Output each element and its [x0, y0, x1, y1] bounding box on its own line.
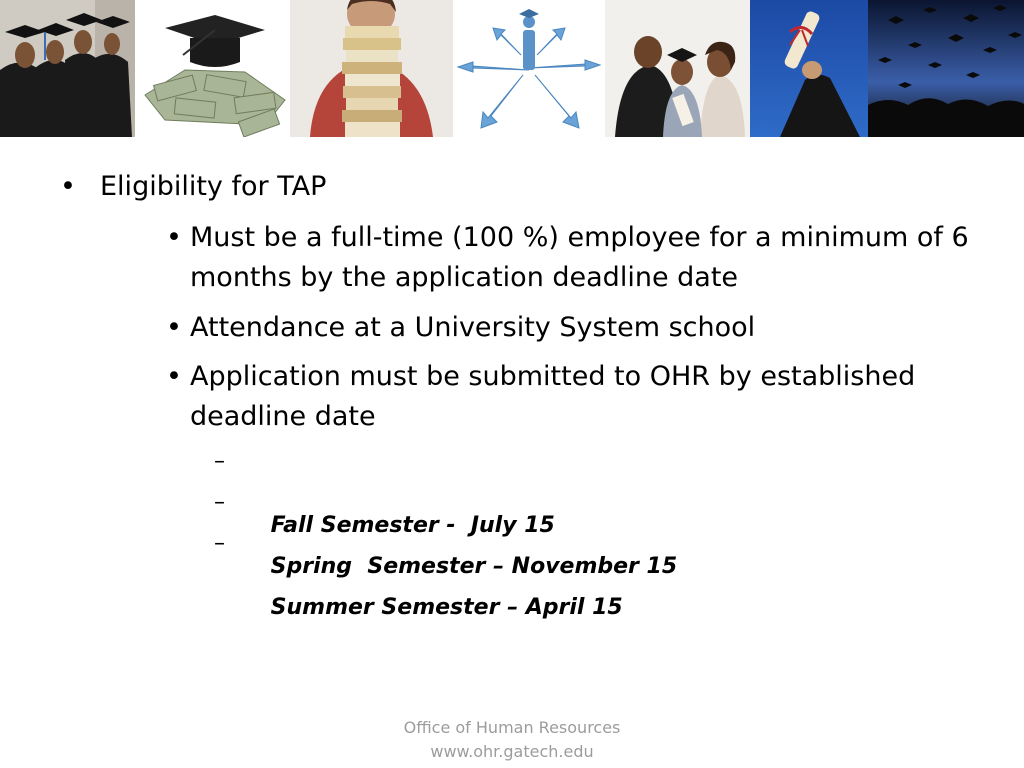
grad-cap-on-money-photo [135, 0, 290, 137]
bullet-item [166, 308, 980, 348]
bullet-text: Must be a full-time (100 %) employee for a minimum of 6 months by the application deadline date [190, 222, 969, 293]
footer-office-name: Office of Human Resources [403, 718, 621, 737]
hand-holding-diploma-photo [750, 0, 868, 137]
bullet-item [166, 357, 980, 437]
deadline-text: Fall Semester - July 15 [270, 513, 555, 538]
bullet-item [166, 218, 980, 298]
bullet-marker: • [166, 222, 182, 253]
deadline-item-summer [214, 528, 940, 656]
graduate-family-photo [605, 0, 750, 137]
dash-marker: – [214, 490, 225, 515]
bullet-marker: • [166, 312, 182, 343]
bullet-text: Application must be submitted to OHR by established deadline date [190, 361, 916, 432]
dash-marker: – [214, 449, 225, 474]
bullet-marker: • [166, 361, 182, 392]
person-with-book-stack-photo [290, 0, 453, 137]
graduates-in-gowns-photo [0, 0, 135, 137]
dash-marker: – [214, 531, 225, 556]
header-photo-banner [0, 0, 1024, 137]
bullet-marker: • [60, 171, 76, 202]
footer-website: www.ohr.gatech.edu [430, 742, 594, 761]
graduate-figure-with-arrows-photo [453, 0, 605, 137]
slide-footer [312, 716, 712, 764]
bullet-text: Attendance at a University System school [190, 312, 756, 343]
slide-heading: Eligibility for TAP [100, 171, 327, 202]
deadline-text: Summer Semester – April 15 [270, 595, 623, 620]
caps-thrown-in-air-photo [868, 0, 1024, 137]
deadline-text: Spring Semester – November 15 [270, 554, 678, 579]
